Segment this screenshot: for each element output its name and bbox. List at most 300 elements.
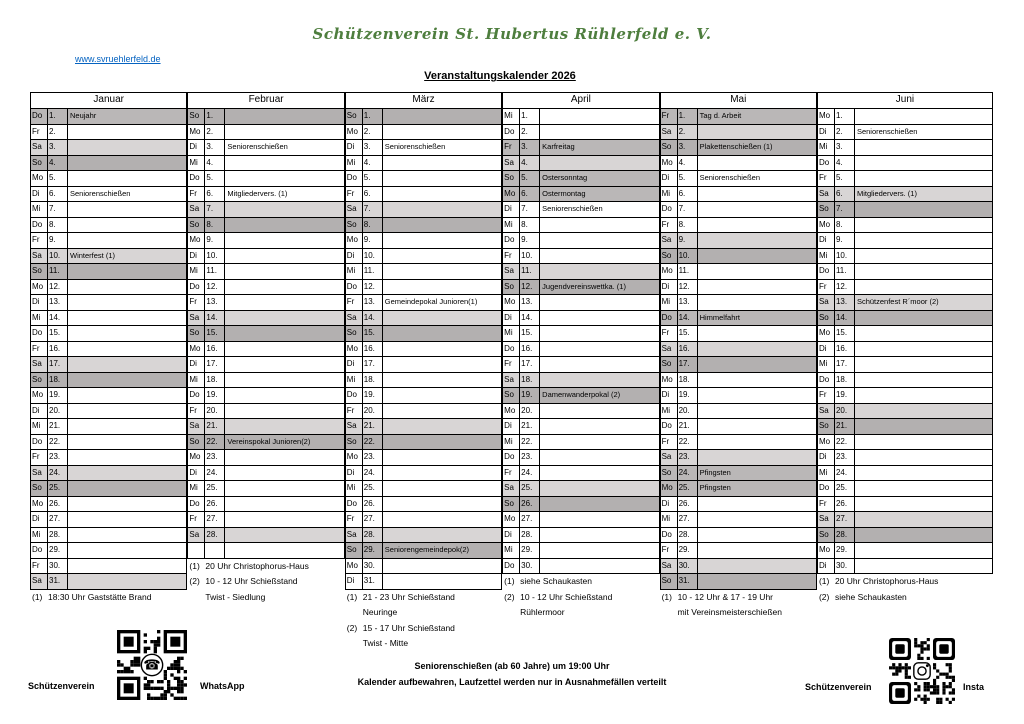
day-number-cell: 14. bbox=[835, 311, 855, 326]
day-number-cell: 3. bbox=[520, 140, 540, 155]
weekday-cell: Fr bbox=[818, 388, 835, 403]
day-row bbox=[346, 574, 501, 589]
day-number-cell: 19. bbox=[678, 388, 698, 403]
footnote-marker: (2) bbox=[346, 622, 358, 633]
event-cell bbox=[225, 218, 343, 233]
day-number-cell: 25. bbox=[835, 481, 855, 496]
day-row bbox=[818, 202, 992, 218]
day-number-cell: 28. bbox=[835, 528, 855, 543]
day-row bbox=[661, 404, 816, 420]
day-number-cell: 14. bbox=[48, 311, 68, 326]
day-row bbox=[31, 233, 186, 249]
event-cell bbox=[540, 342, 658, 357]
calendar-table bbox=[30, 92, 993, 652]
day-number-cell: 22. bbox=[520, 435, 540, 450]
day-row bbox=[346, 109, 501, 125]
weekday-cell: Mo bbox=[188, 342, 205, 357]
event-cell bbox=[698, 450, 816, 465]
day-number-cell: 9. bbox=[363, 233, 383, 248]
event-cell bbox=[68, 543, 186, 558]
day-number-cell: 21. bbox=[363, 419, 383, 434]
day-row bbox=[188, 280, 343, 296]
weekday-cell: Do bbox=[818, 373, 835, 388]
weekday-cell: Sa bbox=[346, 311, 363, 326]
event-cell bbox=[68, 497, 186, 512]
event-cell bbox=[540, 435, 658, 450]
day-row bbox=[31, 419, 186, 435]
day-row bbox=[661, 481, 816, 497]
day-row bbox=[661, 233, 816, 249]
footnote-text: siehe Schaukasten bbox=[834, 591, 907, 602]
day-number-cell: 2. bbox=[48, 125, 68, 140]
day-number-cell: 27. bbox=[835, 512, 855, 527]
event-cell: Seniorenschießen bbox=[856, 126, 918, 136]
day-number-cell: 17. bbox=[363, 357, 383, 372]
weekday-cell: Mo bbox=[188, 450, 205, 465]
day-row bbox=[661, 171, 816, 187]
weekday-cell: Fr bbox=[346, 295, 363, 310]
footnote-line bbox=[817, 574, 993, 590]
day-row bbox=[31, 171, 186, 187]
event-cell bbox=[540, 373, 658, 388]
footnote-marker: (1) bbox=[661, 591, 672, 602]
day-row bbox=[818, 295, 992, 311]
day-row bbox=[31, 218, 186, 234]
weekday-cell: Mo bbox=[818, 109, 835, 124]
weekday-cell: Di bbox=[31, 187, 48, 202]
weekday-cell: Mo bbox=[31, 388, 48, 403]
event-cell: Seniorenschießen bbox=[227, 142, 288, 151]
weekday-cell: Di bbox=[818, 559, 835, 574]
day-row bbox=[346, 404, 501, 420]
day-row bbox=[31, 202, 186, 218]
event-cell bbox=[383, 109, 501, 124]
event-cell bbox=[855, 311, 992, 326]
weekday-cell: Fr bbox=[188, 404, 205, 419]
weekday-cell: Sa bbox=[346, 419, 363, 434]
day-row bbox=[188, 233, 343, 249]
weekday-cell: So bbox=[188, 326, 205, 341]
day-row bbox=[188, 326, 343, 342]
day-number-cell: 15. bbox=[363, 326, 383, 341]
day-number-cell: 16. bbox=[520, 342, 540, 357]
day-number-cell: 31. bbox=[678, 574, 698, 589]
day-row bbox=[661, 264, 816, 280]
day-number-cell: 4. bbox=[835, 156, 855, 171]
day-number-cell: 31. bbox=[48, 574, 68, 589]
weekday-cell: Sa bbox=[661, 450, 678, 465]
footnote-line bbox=[345, 590, 502, 606]
day-row bbox=[661, 435, 816, 451]
event-cell bbox=[68, 264, 186, 279]
day-row bbox=[346, 295, 501, 311]
day-number-cell: 28. bbox=[48, 528, 68, 543]
day-row bbox=[188, 187, 343, 203]
day-row bbox=[31, 280, 186, 296]
event-cell bbox=[383, 264, 501, 279]
day-number-cell: 31. bbox=[363, 574, 383, 589]
day-number-cell: 3. bbox=[678, 140, 698, 155]
day-row bbox=[346, 140, 501, 156]
weekday-cell: Do bbox=[818, 264, 835, 279]
day-row bbox=[503, 543, 658, 559]
day-row bbox=[188, 528, 343, 544]
day-row bbox=[661, 559, 816, 575]
day-row bbox=[346, 311, 501, 327]
day-row bbox=[661, 280, 816, 296]
weekday-cell: Mi bbox=[818, 357, 835, 372]
footnote-text: Twist - Mitte bbox=[362, 638, 409, 648]
month-juni bbox=[817, 92, 993, 605]
day-number-cell: 28. bbox=[678, 528, 698, 543]
weekday-cell: Fr bbox=[188, 295, 205, 310]
day-number-cell: 24. bbox=[205, 466, 225, 481]
day-row bbox=[818, 342, 992, 358]
event-cell bbox=[68, 202, 186, 217]
day-number-cell: 9. bbox=[48, 233, 68, 248]
weekday-cell: Sa bbox=[188, 419, 205, 434]
weekday-cell: Mo bbox=[503, 512, 520, 527]
weekday-cell: Di bbox=[346, 574, 363, 589]
event-cell bbox=[855, 233, 992, 248]
day-number-cell: 19. bbox=[835, 388, 855, 403]
day-row bbox=[31, 574, 186, 589]
event-cell bbox=[855, 156, 992, 171]
event-cell bbox=[68, 481, 186, 496]
weekday-cell: Fr bbox=[31, 342, 48, 357]
day-number-cell: 15. bbox=[520, 326, 540, 341]
blank-row bbox=[188, 543, 343, 558]
day-number-cell: 29. bbox=[363, 543, 383, 558]
weekday-cell: Sa bbox=[31, 140, 48, 155]
day-row bbox=[31, 249, 186, 265]
footnote-line bbox=[187, 590, 344, 606]
day-number-cell: 10. bbox=[835, 249, 855, 264]
event-cell bbox=[855, 543, 992, 558]
event-cell bbox=[225, 125, 343, 140]
day-number-cell: 2. bbox=[678, 125, 698, 140]
day-row bbox=[818, 481, 992, 497]
day-row bbox=[661, 187, 816, 203]
event-cell bbox=[68, 342, 186, 357]
day-row bbox=[818, 156, 992, 172]
day-number-cell: 28. bbox=[363, 528, 383, 543]
month-box bbox=[660, 92, 817, 590]
day-number-cell: 18. bbox=[363, 373, 383, 388]
event-cell bbox=[698, 373, 816, 388]
day-number-cell: 13. bbox=[205, 295, 225, 310]
day-row bbox=[503, 435, 658, 451]
event-cell bbox=[698, 342, 816, 357]
event-cell bbox=[698, 218, 816, 233]
day-row bbox=[31, 373, 186, 389]
day-row bbox=[188, 109, 343, 125]
weekday-cell: Di bbox=[818, 125, 835, 140]
weekday-cell: So bbox=[661, 466, 678, 481]
month-februar bbox=[187, 92, 344, 605]
day-row bbox=[31, 528, 186, 544]
day-number-cell: 8. bbox=[678, 218, 698, 233]
day-number-cell: 18. bbox=[520, 373, 540, 388]
weekday-cell: Fr bbox=[188, 512, 205, 527]
weekday-cell: Sa bbox=[31, 466, 48, 481]
day-row bbox=[31, 481, 186, 497]
weekday-cell: Di bbox=[661, 171, 678, 186]
day-row bbox=[346, 249, 501, 265]
day-row bbox=[503, 171, 658, 187]
day-number-cell: 22. bbox=[205, 435, 225, 450]
weekday-cell: So bbox=[346, 109, 363, 124]
event-cell bbox=[225, 404, 343, 419]
month-box bbox=[817, 92, 993, 574]
weekday-cell: Fr bbox=[661, 435, 678, 450]
weekday-cell: Fr bbox=[661, 218, 678, 233]
page-title: Veranstaltungskalender 2026 bbox=[424, 70, 576, 82]
footnote-marker: (1) bbox=[189, 560, 200, 571]
day-number-cell: 12. bbox=[48, 280, 68, 295]
day-row bbox=[346, 326, 501, 342]
weekday-cell: Fr bbox=[503, 357, 520, 372]
event-cell: Mitgliedervers. (1) bbox=[227, 188, 288, 198]
day-number-cell: 6. bbox=[205, 187, 225, 202]
weekday-cell: Sa bbox=[661, 342, 678, 357]
day-row bbox=[818, 450, 992, 466]
website-link[interactable]: www.svruehlerfeld.de bbox=[75, 54, 161, 64]
event-cell bbox=[68, 450, 186, 465]
event-cell bbox=[540, 528, 658, 543]
day-number-cell: 17. bbox=[205, 357, 225, 372]
footnote-marker bbox=[662, 605, 678, 621]
footnote-line bbox=[502, 574, 659, 590]
day-number-cell: 28. bbox=[205, 528, 225, 543]
day-row bbox=[188, 140, 343, 156]
day-number-cell: 7. bbox=[48, 202, 68, 217]
day-row bbox=[503, 450, 658, 466]
instagram-qr-code bbox=[889, 638, 955, 704]
day-row bbox=[503, 295, 658, 311]
day-number-cell: 11. bbox=[48, 264, 68, 279]
event-cell bbox=[225, 357, 343, 372]
weekday-cell: Mo bbox=[661, 156, 678, 171]
day-number-cell: 8. bbox=[205, 218, 225, 233]
event-cell bbox=[855, 559, 992, 574]
day-row bbox=[503, 187, 658, 203]
event-cell bbox=[68, 326, 186, 341]
day-number-cell: 21. bbox=[835, 419, 855, 434]
day-number-cell: 15. bbox=[678, 326, 698, 341]
day-row bbox=[661, 156, 816, 172]
event-cell: Seniorenschießen bbox=[70, 188, 131, 198]
day-row bbox=[503, 559, 658, 574]
weekday-cell: Sa bbox=[503, 481, 520, 496]
weekday-cell: So bbox=[503, 388, 520, 403]
day-number-cell: 20. bbox=[205, 404, 225, 419]
event-cell bbox=[855, 481, 992, 496]
event-cell bbox=[855, 404, 992, 419]
event-cell bbox=[225, 512, 343, 527]
day-row bbox=[503, 512, 658, 528]
footnote-marker: (2) bbox=[189, 576, 200, 586]
weekday-cell: Sa bbox=[188, 311, 205, 326]
day-row bbox=[661, 342, 816, 358]
event-cell bbox=[855, 497, 992, 512]
weekday-cell: So bbox=[346, 326, 363, 341]
weekday-cell: Di bbox=[346, 466, 363, 481]
month-header: März bbox=[346, 93, 501, 109]
day-row bbox=[188, 311, 343, 327]
weekday-cell bbox=[188, 543, 205, 558]
event-cell bbox=[383, 450, 501, 465]
event-cell bbox=[698, 543, 816, 558]
footnote-text: 20 Uhr Christophorus-Haus bbox=[205, 560, 309, 571]
event-cell bbox=[855, 264, 992, 279]
weekday-cell: Do bbox=[346, 497, 363, 512]
month-mai bbox=[660, 92, 817, 621]
footnote-marker: (2) bbox=[818, 591, 830, 602]
event-cell bbox=[540, 311, 658, 326]
weekday-cell: Mo bbox=[346, 233, 363, 248]
weekday-cell: Fr bbox=[503, 466, 520, 481]
weekday-cell: Mi bbox=[661, 187, 678, 202]
day-number-cell: 15. bbox=[205, 326, 225, 341]
day-number-cell: 20. bbox=[678, 404, 698, 419]
event-cell bbox=[698, 574, 816, 589]
event-cell bbox=[540, 466, 658, 481]
day-row bbox=[503, 481, 658, 497]
day-number-cell: 11. bbox=[205, 264, 225, 279]
weekday-cell: Mi bbox=[661, 295, 678, 310]
event-cell bbox=[698, 559, 816, 574]
month-april bbox=[502, 92, 659, 621]
weekday-cell: So bbox=[503, 280, 520, 295]
event-cell: Ostermontag bbox=[542, 188, 586, 198]
day-row bbox=[503, 125, 658, 141]
weekday-cell: Mo bbox=[818, 218, 835, 233]
weekday-cell: Di bbox=[31, 404, 48, 419]
day-row bbox=[503, 419, 658, 435]
day-row bbox=[661, 357, 816, 373]
day-number-cell: 11. bbox=[520, 264, 540, 279]
weekday-cell: Sa bbox=[503, 373, 520, 388]
day-number-cell: 16. bbox=[678, 342, 698, 357]
day-number-cell: 21. bbox=[678, 419, 698, 434]
day-number-cell: 26. bbox=[363, 497, 383, 512]
event-cell bbox=[383, 342, 501, 357]
footnote-line bbox=[660, 590, 817, 606]
footnote-marker bbox=[347, 636, 363, 652]
weekday-cell: Mi bbox=[188, 481, 205, 496]
weekday-cell: Mi bbox=[503, 435, 520, 450]
weekday-cell: Do bbox=[346, 171, 363, 186]
day-number-cell: 18. bbox=[678, 373, 698, 388]
weekday-cell: Fr bbox=[818, 497, 835, 512]
whatsapp-icon: ☎ bbox=[143, 657, 161, 674]
weekday-cell: So bbox=[661, 249, 678, 264]
day-number-cell: 22. bbox=[48, 435, 68, 450]
weekday-cell: So bbox=[31, 264, 48, 279]
event-cell: Winterfest (1) bbox=[70, 250, 116, 260]
weekday-cell: Mi bbox=[818, 249, 835, 264]
day-number-cell: 8. bbox=[363, 218, 383, 233]
day-number-cell: 13. bbox=[835, 295, 855, 310]
weekday-cell: Do bbox=[188, 497, 205, 512]
day-row bbox=[661, 543, 816, 559]
weekday-cell: Di bbox=[31, 512, 48, 527]
event-cell bbox=[383, 156, 501, 171]
day-number-cell: 11. bbox=[835, 264, 855, 279]
footnote-line bbox=[345, 636, 502, 652]
event-cell bbox=[68, 357, 186, 372]
day-row bbox=[503, 233, 658, 249]
weekday-cell: Sa bbox=[188, 202, 205, 217]
weekday-cell: Mi bbox=[346, 373, 363, 388]
event-cell bbox=[540, 326, 658, 341]
day-row bbox=[346, 342, 501, 358]
day-row bbox=[503, 202, 658, 218]
day-number-cell: 20. bbox=[835, 404, 855, 419]
day-row bbox=[818, 497, 992, 513]
day-number-cell: 18. bbox=[835, 373, 855, 388]
event-cell: Seniorenschießen bbox=[699, 173, 761, 182]
weekday-cell: Do bbox=[661, 528, 678, 543]
event-cell bbox=[540, 125, 658, 140]
day-number-cell: 6. bbox=[835, 187, 855, 202]
day-row bbox=[188, 156, 343, 172]
day-number-cell: 22. bbox=[678, 435, 698, 450]
event-cell bbox=[225, 497, 343, 512]
weekday-cell: Sa bbox=[31, 574, 48, 589]
event-cell: Schützenfest R´moor (2) bbox=[856, 297, 939, 306]
event-cell bbox=[225, 280, 343, 295]
day-row bbox=[346, 388, 501, 404]
month-box bbox=[502, 92, 659, 574]
event-cell bbox=[855, 109, 992, 124]
event-cell: Himmelfahrt bbox=[699, 312, 740, 322]
event-cell bbox=[383, 419, 501, 434]
weekday-cell: Sa bbox=[188, 528, 205, 543]
event-cell bbox=[225, 311, 343, 326]
day-row bbox=[346, 233, 501, 249]
event-cell bbox=[68, 171, 186, 186]
day-number-cell: 27. bbox=[205, 512, 225, 527]
day-row bbox=[503, 373, 658, 389]
weekday-cell: Do bbox=[503, 233, 520, 248]
notice-keep-calendar: Kalender aufbewahren, Laufzettel werden nur in Ausnahmefällen verteilt bbox=[357, 677, 667, 687]
month-header: Januar bbox=[31, 93, 186, 109]
day-number-cell: 5. bbox=[205, 171, 225, 186]
event-cell: Tag d. Arbeit bbox=[699, 111, 742, 120]
day-number-cell: 1. bbox=[678, 109, 698, 124]
day-number-cell: 22. bbox=[835, 435, 855, 450]
day-number-cell: 12. bbox=[835, 280, 855, 295]
day-number-cell: 23. bbox=[520, 450, 540, 465]
event-cell bbox=[383, 528, 501, 543]
event-cell bbox=[68, 388, 186, 403]
day-number-cell: 10. bbox=[48, 249, 68, 264]
day-number-cell: 1. bbox=[48, 109, 68, 124]
event-cell bbox=[68, 280, 186, 295]
weekday-cell: Sa bbox=[818, 512, 835, 527]
day-number-cell: 26. bbox=[520, 497, 540, 512]
day-row bbox=[346, 171, 501, 187]
day-number-cell: 13. bbox=[520, 295, 540, 310]
day-number-cell: 1. bbox=[363, 109, 383, 124]
footnote-text: 15 - 17 Uhr Schießstand bbox=[362, 622, 455, 633]
event-cell bbox=[225, 419, 343, 434]
day-row bbox=[31, 466, 186, 482]
weekday-cell: Mo bbox=[503, 187, 520, 202]
weekday-cell: Di bbox=[188, 249, 205, 264]
